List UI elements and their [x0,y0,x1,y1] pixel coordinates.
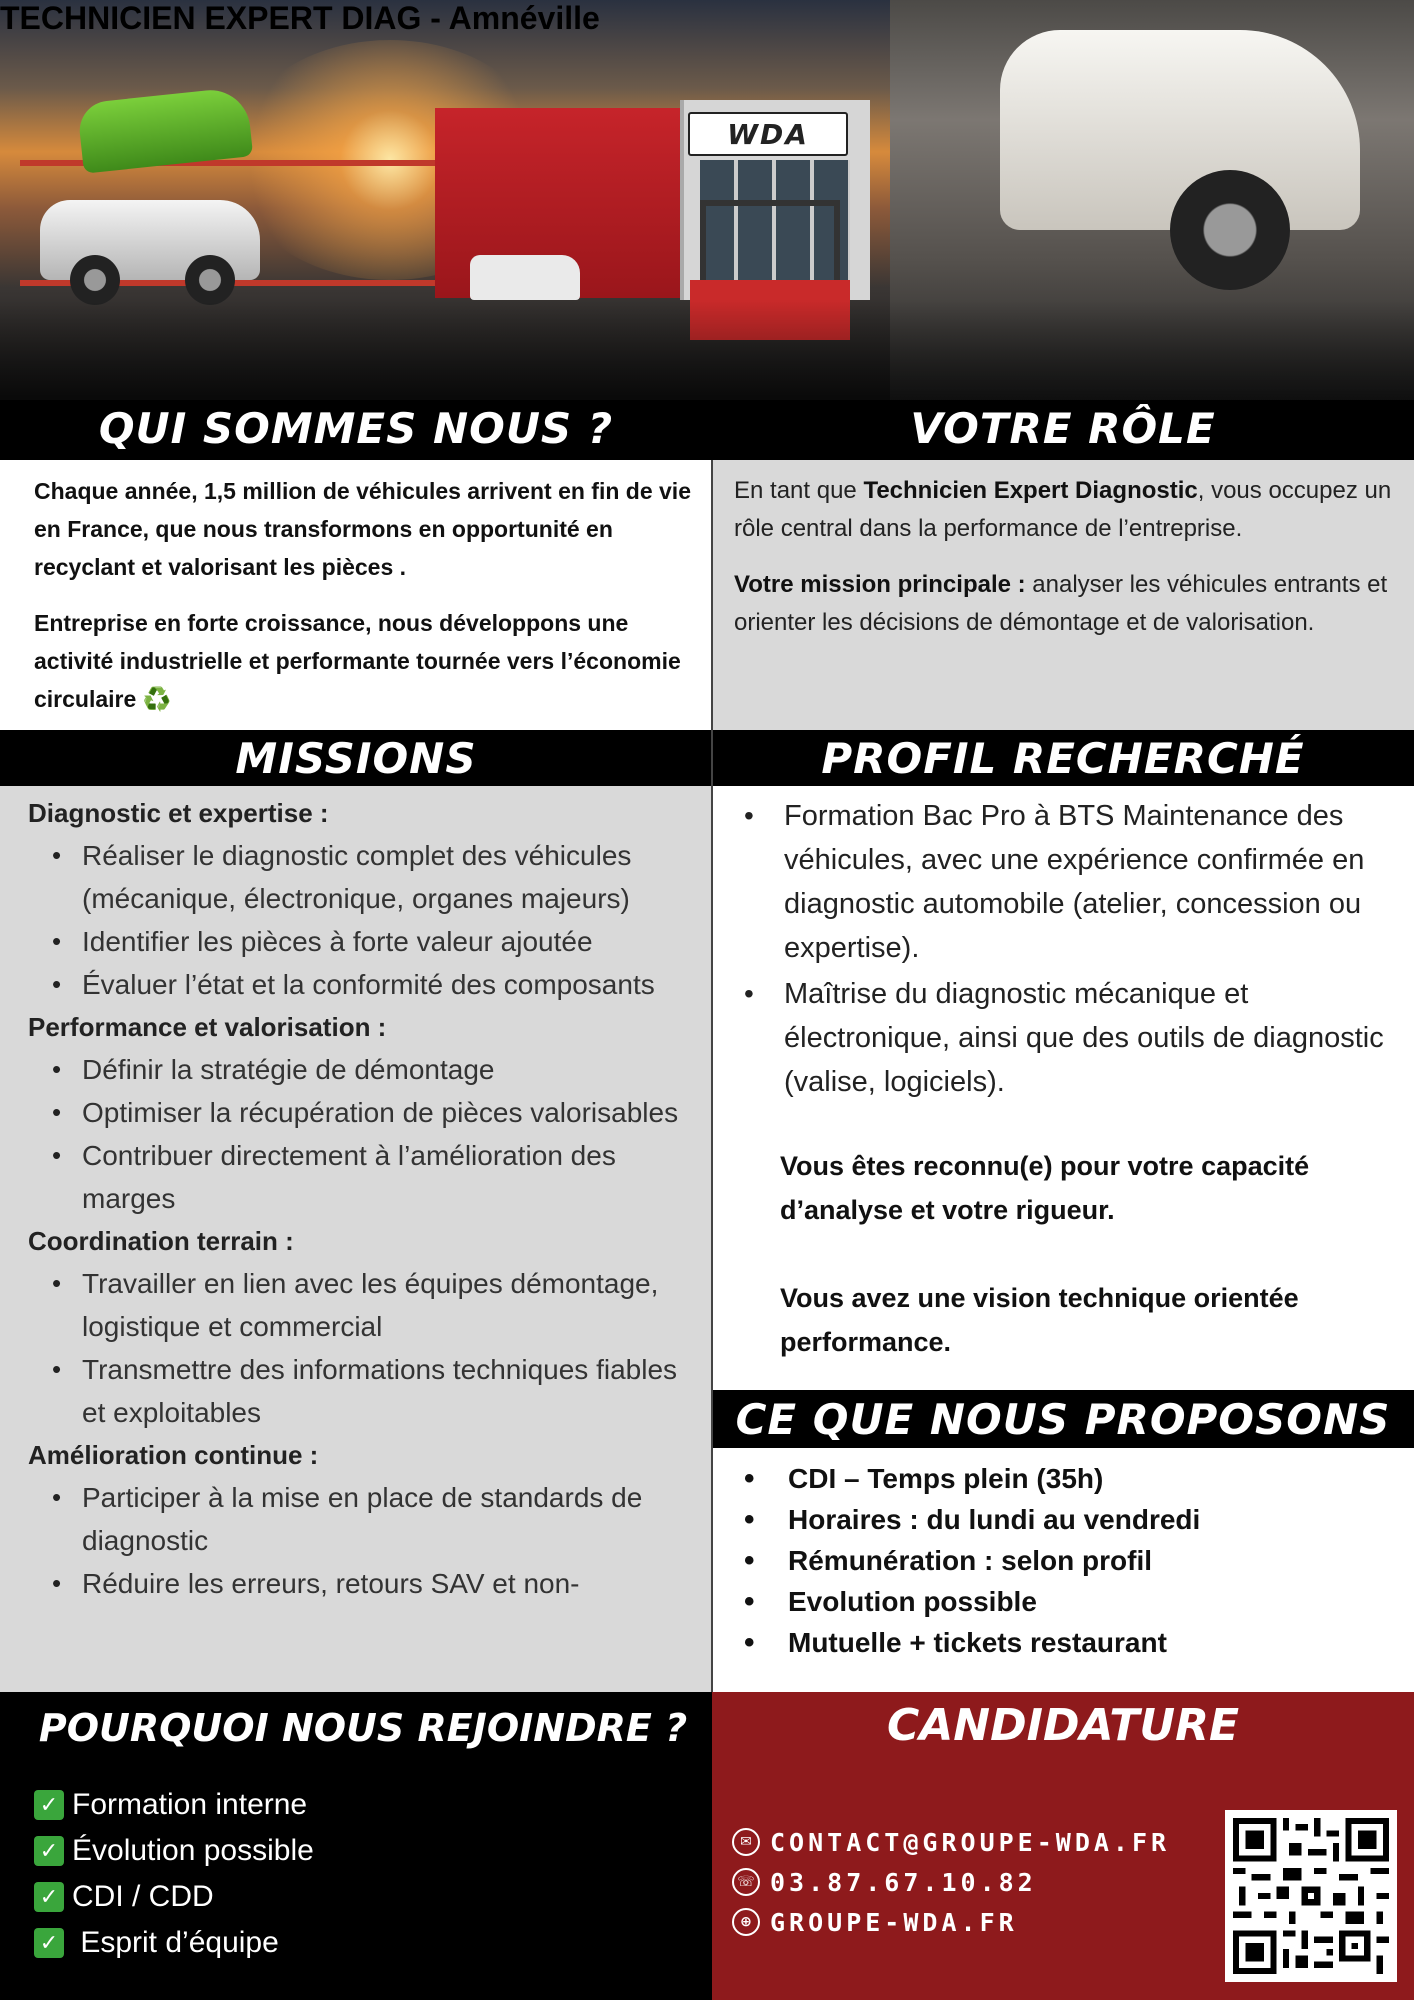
role-title-bold: Technicien Expert Diagnostic [863,477,1198,504]
candidature-heading: CANDIDATURE [886,1700,1240,1751]
votre-role-panel [712,460,1414,730]
title-band [0,300,1414,400]
list-item: • Réduire les erreurs, retours SAV et non- [52,1562,702,1605]
email-link[interactable]: CONTACT@GROUPE-WDA.FR [770,1827,1171,1857]
mission-list [28,1262,702,1434]
profil-statement: Vous avez une vision technique orientée performance. [780,1283,1299,1357]
list-item: • CDI – Temps plein (35h) [738,1458,1394,1499]
list-item [34,1874,692,1920]
list-item-label: Esprit d’équipe [72,1926,279,1959]
qr-code-graphic [1233,1818,1389,1974]
globe-icon: ⊕ [732,1908,760,1936]
proposons-panel [712,1448,1414,1692]
column-divider [711,460,713,1692]
candidature-panel [712,1692,1414,2000]
wda-logo-sign [688,112,848,156]
mission-principale-label: Votre mission principale : [734,571,1026,598]
check-icon: ✓ [34,1790,64,1820]
role-paragraph [734,472,1394,548]
role-heading-bar [712,400,1414,456]
list-item-label: Évolution possible [72,1834,314,1867]
missions-heading-bar [0,730,712,786]
list-item: • Travailler en lien avec les équipes démontage, logistique et commercial [52,1262,702,1348]
qui-sommes-nous-panel [0,460,712,730]
list-item: • Définir la stratégie de démontage [52,1048,702,1091]
list-item: • Formation Bac Pro à BTS Maintenance des véhicules, avec une expérience confirmée en diagnostic automobile (atelier, concession ou expertise). [738,794,1394,970]
pourquoi-list [34,1782,692,1966]
wheel [1170,170,1290,290]
phone-icon: ☏ [732,1868,760,1896]
check-icon: ✓ [34,1882,64,1912]
proposons-heading-bar [712,1390,1414,1448]
qr-code[interactable] [1225,1810,1397,1982]
list-item [34,1828,692,1874]
role-paragraph [734,566,1394,642]
profil-heading-bar [712,730,1414,786]
check-icon: ✓ [34,1836,64,1866]
list-item: • Évaluer l’état et la conformité des composants [52,963,702,1006]
missions-panel [0,786,712,1692]
list-item: • Rémunération : selon profil [738,1540,1394,1581]
mission-list [28,1048,702,1220]
mission-list [28,834,702,1006]
page-title: TECHNICIEN EXPERT DIAG - Amnéville [0,0,600,36]
qui-heading: QUI SOMMES NOUS ? [98,403,614,453]
list-item: • Mutuelle + tickets restaurant [738,1622,1394,1663]
missions-heading: MISSIONS [235,733,477,783]
mission-group-title: Diagnostic et expertise : [28,798,329,828]
list-item-label: CDI / CDD [72,1880,214,1913]
list-item: • Contribuer directement à l’amélioration des marges [52,1134,702,1220]
profil-heading: PROFIL RECHERCHÉ [821,733,1305,783]
list-item: • Horaires : du lundi au vendredi [738,1499,1394,1540]
list-item: • Participer à la mise en place de standards de diagnostic [52,1476,702,1562]
profil-list [738,794,1394,1104]
list-item: • Réaliser le diagnostic complet des véhicules (mécanique, électronique, organes majeurs) [52,834,702,920]
role-text: En tant que [734,477,864,504]
wheel [70,255,120,305]
mission-group-title: Performance et valorisation : [28,1012,387,1042]
role-text: analyser les véhicules entrants et orienter les décisions de démontage et de valorisation. [734,571,1388,636]
list-item [34,1782,692,1828]
list-item: • Maîtrise du diagnostic mécanique et électronique, ainsi que des outils de diagnostic (valise, logiciels). [738,972,1394,1104]
check-icon: ✓ [34,1928,64,1958]
proposons-heading: CE QUE NOUS PROPOSONS [735,1394,1391,1444]
mission-list [28,1476,702,1605]
qui-heading-bar [0,400,712,456]
hero-photo [0,0,1414,400]
list-item [34,1920,692,1966]
mission-group-title: Amélioration continue : [28,1440,319,1470]
role-text: , vous occupez un rôle central dans la performance de l’entreprise. [734,477,1392,542]
phone-link[interactable]: 03.87.67.10.82 [770,1867,1037,1897]
role-heading: VOTRE RÔLE [910,403,1216,453]
website-link[interactable]: GROUPE-WDA.FR [770,1907,1018,1937]
pourquoi-heading: POURQUOI NOUS REJOINDRE ? [38,1706,688,1750]
wheel [185,255,235,305]
list-item-label: Formation interne [72,1788,308,1821]
qui-paragraph: Entreprise en forte croissance, nous développons une activité industrielle et performante tournée vers l’économie circulaire ♻️ [34,610,681,712]
mission-group-title: Coordination terrain : [28,1226,294,1256]
list-item: • Optimiser la récupération de pièces valorisables [52,1091,702,1134]
wda-logo-text: WDA [727,117,809,151]
list-item: • Transmettre des informations techniques fiables et exploitables [52,1348,702,1434]
email-icon: ✉ [732,1828,760,1856]
pourquoi-panel [0,1692,712,2000]
proposons-list [738,1458,1394,1663]
list-item: • Identifier les pièces à forte valeur ajoutée [52,920,702,963]
profil-statement: Vous êtes reconnu(e) pour votre capacité d’analyse et votre rigueur. [780,1151,1310,1225]
qui-paragraph: Chaque année, 1,5 million de véhicules arrivent en fin de vie en France, que nous transformons en opportunité en recyclant et valorisant les pièces . [34,478,691,580]
white-van [470,255,580,300]
profil-panel [712,786,1414,1390]
list-item: • Evolution possible [738,1581,1394,1622]
